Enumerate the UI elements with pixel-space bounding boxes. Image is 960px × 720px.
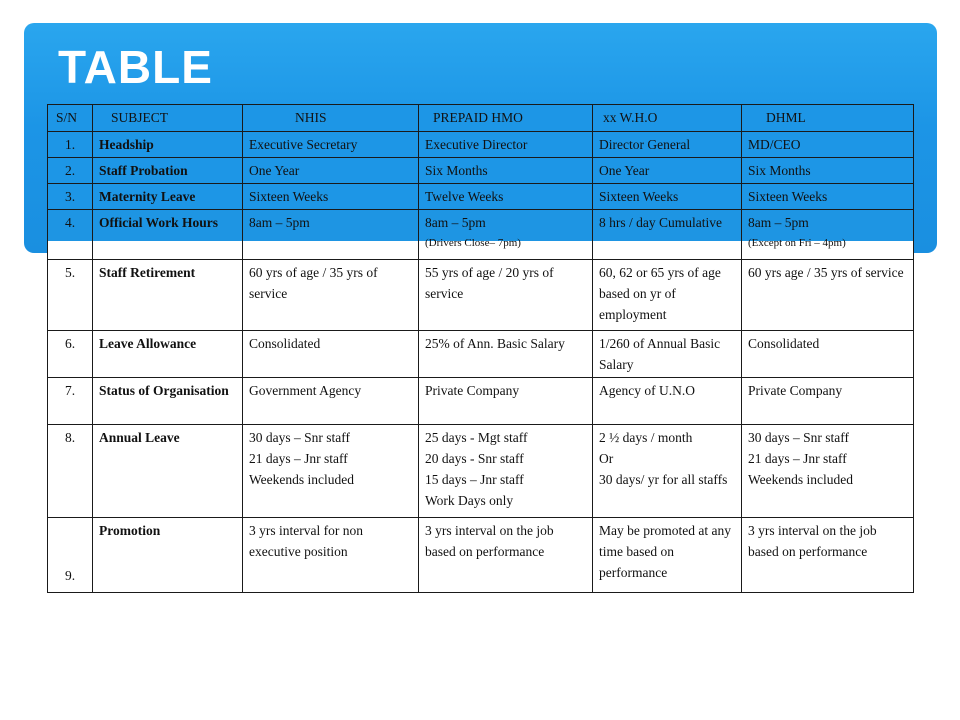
cell-who: Sixteen Weeks (593, 184, 742, 210)
row-subject: Maternity Leave (93, 184, 243, 210)
row-subject: Annual Leave (93, 425, 243, 518)
cell-line: Or (599, 451, 614, 466)
cell-nhis: 60 yrs of age / 35 yrs of service (243, 260, 419, 331)
cell-prepaid-hmo: 55 yrs of age / 20 yrs of service (419, 260, 593, 331)
cell-who: Director General (593, 132, 742, 158)
row-subject: Headship (93, 132, 243, 158)
table-row (48, 518, 914, 593)
cell-nhis: Executive Secretary (243, 132, 419, 158)
comparison-table (47, 104, 914, 593)
table-header-row (48, 105, 914, 132)
cell-line: 2 ½ days / month (599, 430, 693, 445)
cell-dhml (742, 210, 914, 260)
cell-line: 30 days/ yr for all staffs (599, 472, 728, 487)
row-number: 8. (48, 425, 93, 518)
cell-who: 60, 62 or 65 yrs of age based on yr of employment (593, 260, 742, 331)
table-row (48, 184, 914, 210)
cell-line: 21 days – Jnr staff (249, 451, 348, 466)
row-number: 3. (48, 184, 93, 210)
cell-dhml: Consolidated (742, 331, 914, 378)
cell-line: Weekends included (748, 472, 854, 487)
header-nhis: NHIS (243, 105, 419, 132)
cell-dhml: Six Months (742, 158, 914, 184)
cell-line: 20 days - Snr staff (425, 451, 524, 466)
cell-prepaid-hmo: Private Company (419, 378, 593, 425)
cell-who: One Year (593, 158, 742, 184)
cell-who: Agency of U.N.O (593, 378, 742, 425)
table-row (48, 210, 914, 260)
cell-line: Work Days only (425, 493, 514, 508)
header-sn: S/N (48, 105, 93, 132)
cell-prepaid-hmo: 25% of Ann. Basic Salary (419, 331, 593, 378)
cell-dhml: Private Company (742, 378, 914, 425)
row-number: 9. (48, 518, 93, 593)
table-row (48, 158, 914, 184)
table-row (48, 260, 914, 331)
cell-dhml: 3 yrs interval on the job based on performance (742, 518, 914, 593)
cell-line: 21 days – Jnr staff (748, 451, 847, 466)
cell-nhis: Sixteen Weeks (243, 184, 419, 210)
header-subject: SUBJECT (93, 105, 243, 132)
cell-prepaid-hmo: 3 yrs interval on the job based on performance (419, 518, 593, 593)
cell-who (593, 425, 742, 518)
cell-note: (Except on Fri – 4pm) (748, 237, 846, 249)
cell-prepaid-hmo (419, 210, 593, 260)
table-row (48, 331, 914, 378)
row-subject: Staff Probation (93, 158, 243, 184)
cell-line: 30 days – Snr staff (249, 430, 350, 445)
cell-who: May be promoted at any time based on performance (593, 518, 742, 593)
row-subject: Official Work Hours (93, 210, 243, 260)
row-subject: Staff Retirement (93, 260, 243, 331)
cell-prepaid-hmo (419, 425, 593, 518)
row-number: 1. (48, 132, 93, 158)
cell-prepaid-hmo: Six Months (419, 158, 593, 184)
cell-dhml: 60 yrs age / 35 yrs of service (742, 260, 914, 331)
cell-prepaid-hmo: Twelve Weeks (419, 184, 593, 210)
row-subject: Leave Allowance (93, 331, 243, 378)
cell-nhis: 8am – 5pm (243, 210, 419, 260)
cell-who: 8 hrs / day Cumulative (593, 210, 742, 260)
header-dhml: DHML (742, 105, 914, 132)
header-who: xx W.H.O (593, 105, 742, 132)
cell-nhis (243, 425, 419, 518)
cell-nhis: One Year (243, 158, 419, 184)
row-number: 5. (48, 260, 93, 331)
table-row (48, 132, 914, 158)
row-number: 7. (48, 378, 93, 425)
cell-line: 30 days – Snr staff (748, 430, 849, 445)
table-row (48, 425, 914, 518)
cell-dhml: MD/CEO (742, 132, 914, 158)
row-subject: Promotion (93, 518, 243, 593)
cell-who: 1/260 of Annual Basic Salary (593, 331, 742, 378)
cell-prepaid-hmo: Executive Director (419, 132, 593, 158)
cell-dhml (742, 425, 914, 518)
row-subject: Status of Organisation (93, 378, 243, 425)
cell-note: (Drivers Close– 7pm) (425, 237, 521, 249)
cell-main-text: 8am – 5pm (425, 215, 486, 230)
header-prepaid-hmo: PREPAID HMO (419, 105, 593, 132)
slide-title: TABLE (58, 41, 213, 93)
row-number: 4. (48, 210, 93, 260)
cell-main-text: 8am – 5pm (748, 215, 809, 230)
cell-line: 15 days – Jnr staff (425, 472, 524, 487)
cell-nhis: 3 yrs interval for non executive position (243, 518, 419, 593)
cell-dhml: Sixteen Weeks (742, 184, 914, 210)
table-row (48, 378, 914, 425)
cell-nhis: Consolidated (243, 331, 419, 378)
cell-line: Weekends included (249, 472, 355, 487)
cell-line: 25 days - Mgt staff (425, 430, 528, 445)
row-number: 6. (48, 331, 93, 378)
row-number: 2. (48, 158, 93, 184)
cell-nhis: Government Agency (243, 378, 419, 425)
